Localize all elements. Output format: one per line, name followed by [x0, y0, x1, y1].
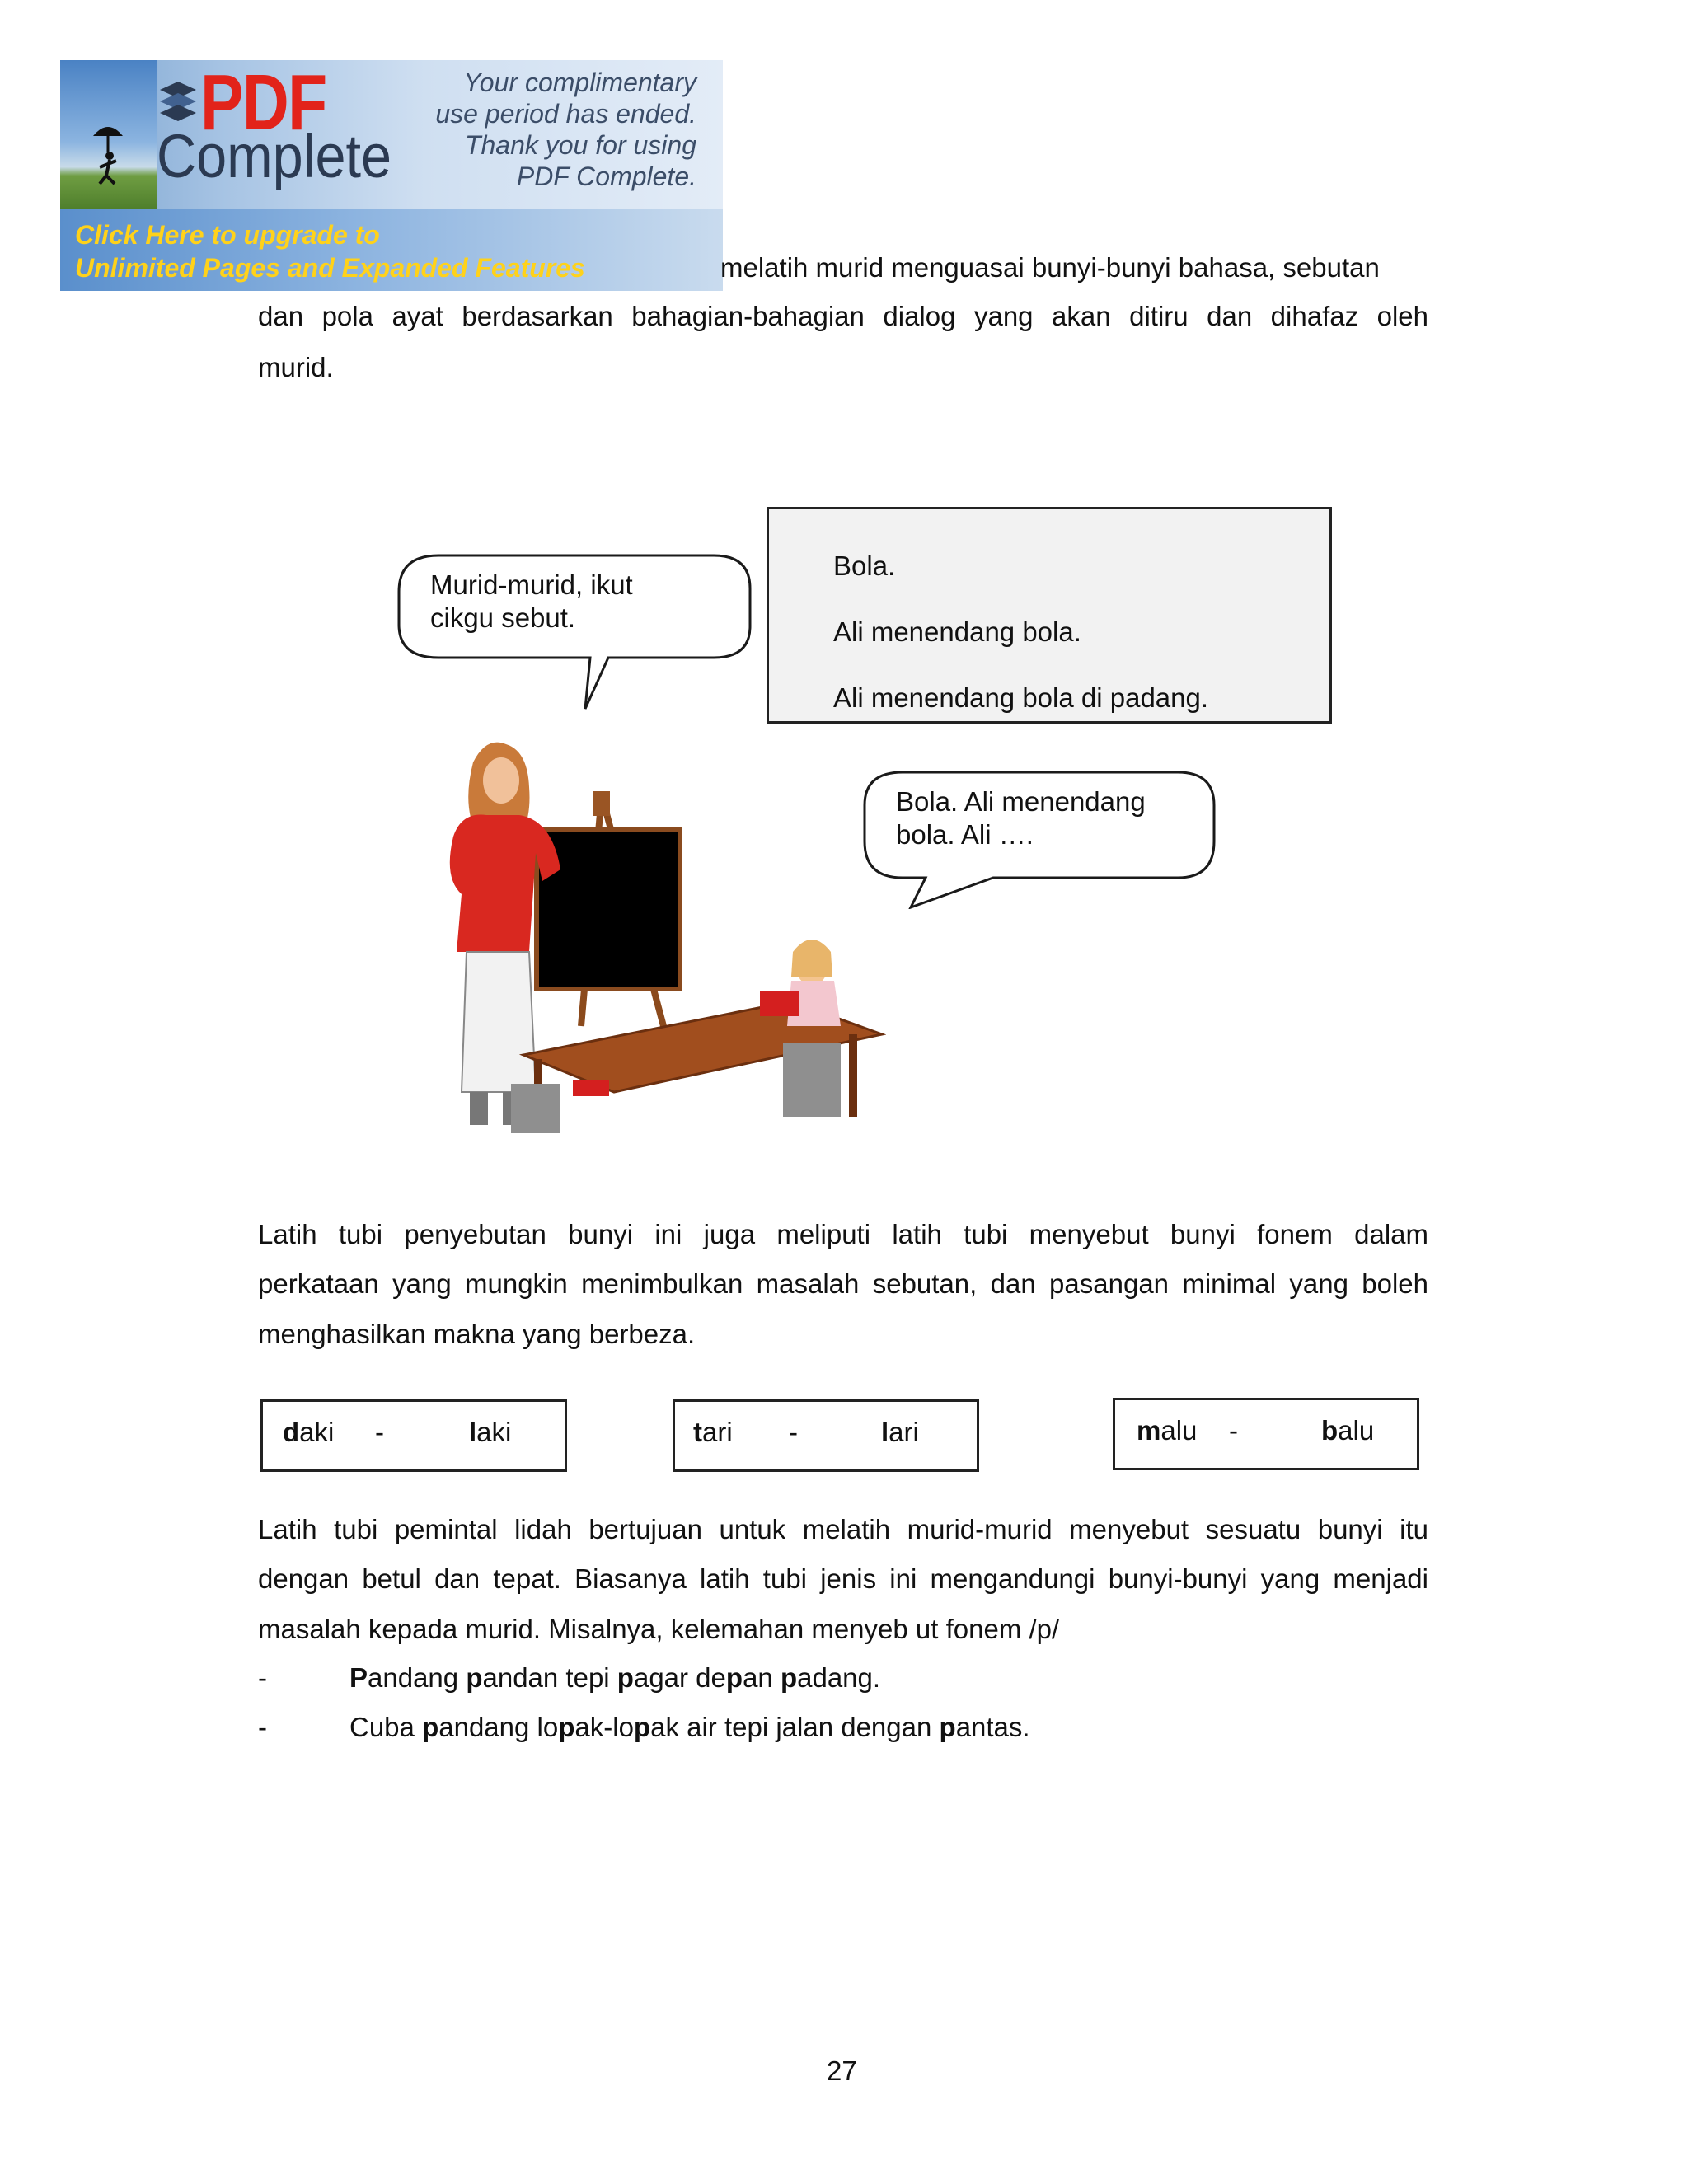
pair-dash: -: [1229, 1415, 1238, 1446]
pair-initial: b: [1321, 1415, 1339, 1446]
upgrade-link[interactable]: [75, 218, 585, 284]
text-run: antas.: [955, 1712, 1030, 1742]
text-run: andan tepi: [482, 1662, 617, 1693]
teacher-bubble-line: Murid-murid, ikut: [430, 569, 633, 600]
text-run: an: [743, 1662, 781, 1693]
chair: [511, 1084, 560, 1133]
book-on-table: [573, 1080, 609, 1096]
bold-p: p: [725, 1662, 743, 1693]
pair-word-a: [1137, 1415, 1197, 1446]
pair-rest: aki: [299, 1417, 335, 1447]
minimal-pair-box: [1113, 1398, 1419, 1470]
board-line: Bola.: [833, 551, 896, 581]
student-book: [760, 991, 799, 1016]
text-run: Cuba: [349, 1712, 423, 1742]
pair-rest: aki: [476, 1417, 512, 1447]
pair-dash: -: [789, 1417, 798, 1447]
bullet-dash: -: [258, 1712, 267, 1742]
paragraph2-line: Latih tubi penyebutan bunyi ini juga meliputi latih tubi menyebut bunyi fonem dalam: [258, 1219, 1428, 1249]
minimal-pair-box: [260, 1399, 567, 1472]
text-run: adang.: [797, 1662, 881, 1693]
text-run: ak-lo: [574, 1712, 634, 1742]
banner-upgrade-panel[interactable]: [60, 209, 723, 291]
student-bubble-text: [896, 785, 1146, 851]
pair-dash: -: [375, 1417, 384, 1447]
pair-word-a: [283, 1417, 334, 1448]
pair-initial: l: [469, 1417, 477, 1447]
page-number: 27: [827, 2055, 857, 2086]
upgrade-line[interactable]: Unlimited Pages and Expanded Features: [75, 253, 585, 283]
banner-notice-line: use period has ended.: [435, 99, 696, 129]
intro-line: melatih murid menguasai bunyi-bunyi bahasa, sebutan: [720, 252, 1380, 283]
easel-top: [593, 791, 610, 816]
bold-p: p: [633, 1712, 651, 1742]
pair-initial: t: [693, 1417, 702, 1447]
student-bubble-line: Bola. Ali menendang: [896, 786, 1146, 817]
pair-rest: alu: [1160, 1415, 1198, 1446]
pdf-complete-banner[interactable]: [60, 60, 723, 291]
text-run: agar de: [633, 1662, 726, 1693]
pair-word-b: [1321, 1415, 1374, 1446]
board-line: Ali menendang bola.: [833, 616, 1081, 647]
banner-notice: [424, 67, 696, 192]
student-bubble-line: bola. Ali ….: [896, 819, 1034, 850]
pair-initial: l: [881, 1417, 889, 1447]
banner-photo: [60, 60, 157, 209]
paragraph3-line: masalah kepada murid. Misalnya, kelemahan menyeb ut fonem /p/: [258, 1614, 1060, 1644]
banner-logo-complete: Complete: [157, 122, 392, 190]
classroom-clipart: [437, 729, 886, 1141]
banner-logo-pdf: PDF: [200, 60, 326, 147]
pair-word-b: [881, 1417, 919, 1448]
bullet-dash: -: [258, 1662, 267, 1693]
paragraph3-line: Latih tubi pemintal lidah bertujuan untuk melatih murid-murid menyebut sesuatu bunyi itu: [258, 1514, 1428, 1544]
table-leg: [849, 1034, 857, 1117]
pair-word-b: [469, 1417, 511, 1448]
bold-p: p: [617, 1662, 634, 1693]
umbrella-figure-icon: [60, 60, 157, 209]
pair-rest: ari: [889, 1417, 919, 1447]
student-hair: [791, 940, 832, 977]
teacher-skirt: [462, 952, 536, 1092]
teacher-face: [483, 757, 519, 804]
board-line: Ali menendang bola di padang.: [833, 682, 1209, 713]
pair-initial: d: [283, 1417, 300, 1447]
banner-notice-line: PDF Complete.: [516, 162, 696, 191]
intro-line: dan pola ayat berdasarkan bahagian-bahagian dialog yang akan ditiru dan dihafaz oleh: [258, 301, 1428, 331]
bold-p: p: [466, 1662, 483, 1693]
stacked-layers-icon: [157, 78, 199, 126]
blackboard: [539, 832, 678, 987]
paragraph3-line: dengan betul dan tepat. Biasanya latih tubi jenis ini mengandungi bunyi-bunyi yang menjadi: [258, 1563, 1428, 1594]
tongue-twister-1: [349, 1662, 880, 1694]
text-run: andang lo: [438, 1712, 559, 1742]
intro-line: murid.: [258, 352, 334, 382]
pair-rest: alu: [1338, 1415, 1375, 1446]
bold-p: p: [422, 1712, 439, 1742]
chair: [783, 1043, 841, 1117]
paragraph2-line: perkataan yang mungkin menimbulkan masalah sebutan, dan pasangan minimal yang boleh: [258, 1268, 1428, 1299]
upgrade-line[interactable]: Click Here to upgrade to: [75, 220, 380, 250]
banner-notice-line: Thank you for using: [464, 130, 696, 160]
banner-notice-line: Your complimentary: [463, 68, 696, 97]
bold-p: P: [349, 1662, 368, 1693]
text-run: ak air tepi jalan dengan: [650, 1712, 940, 1742]
bold-p: p: [939, 1712, 956, 1742]
pair-initial: m: [1137, 1415, 1161, 1446]
paragraph2-line: menghasilkan makna yang berbeza.: [258, 1319, 696, 1349]
teacher-bubble-text: [430, 569, 633, 635]
tongue-twister-2: [349, 1712, 1030, 1743]
minimal-pair-box: [673, 1399, 979, 1472]
bold-p: p: [558, 1712, 575, 1742]
text-run: andang: [368, 1662, 467, 1693]
pair-rest: ari: [702, 1417, 733, 1447]
teacher-bubble-line: cikgu sebut.: [430, 602, 576, 633]
pair-word-a: [693, 1417, 733, 1448]
bold-p: p: [780, 1662, 798, 1693]
teacher-leg: [470, 1092, 488, 1125]
board-text-box: [767, 507, 1332, 724]
